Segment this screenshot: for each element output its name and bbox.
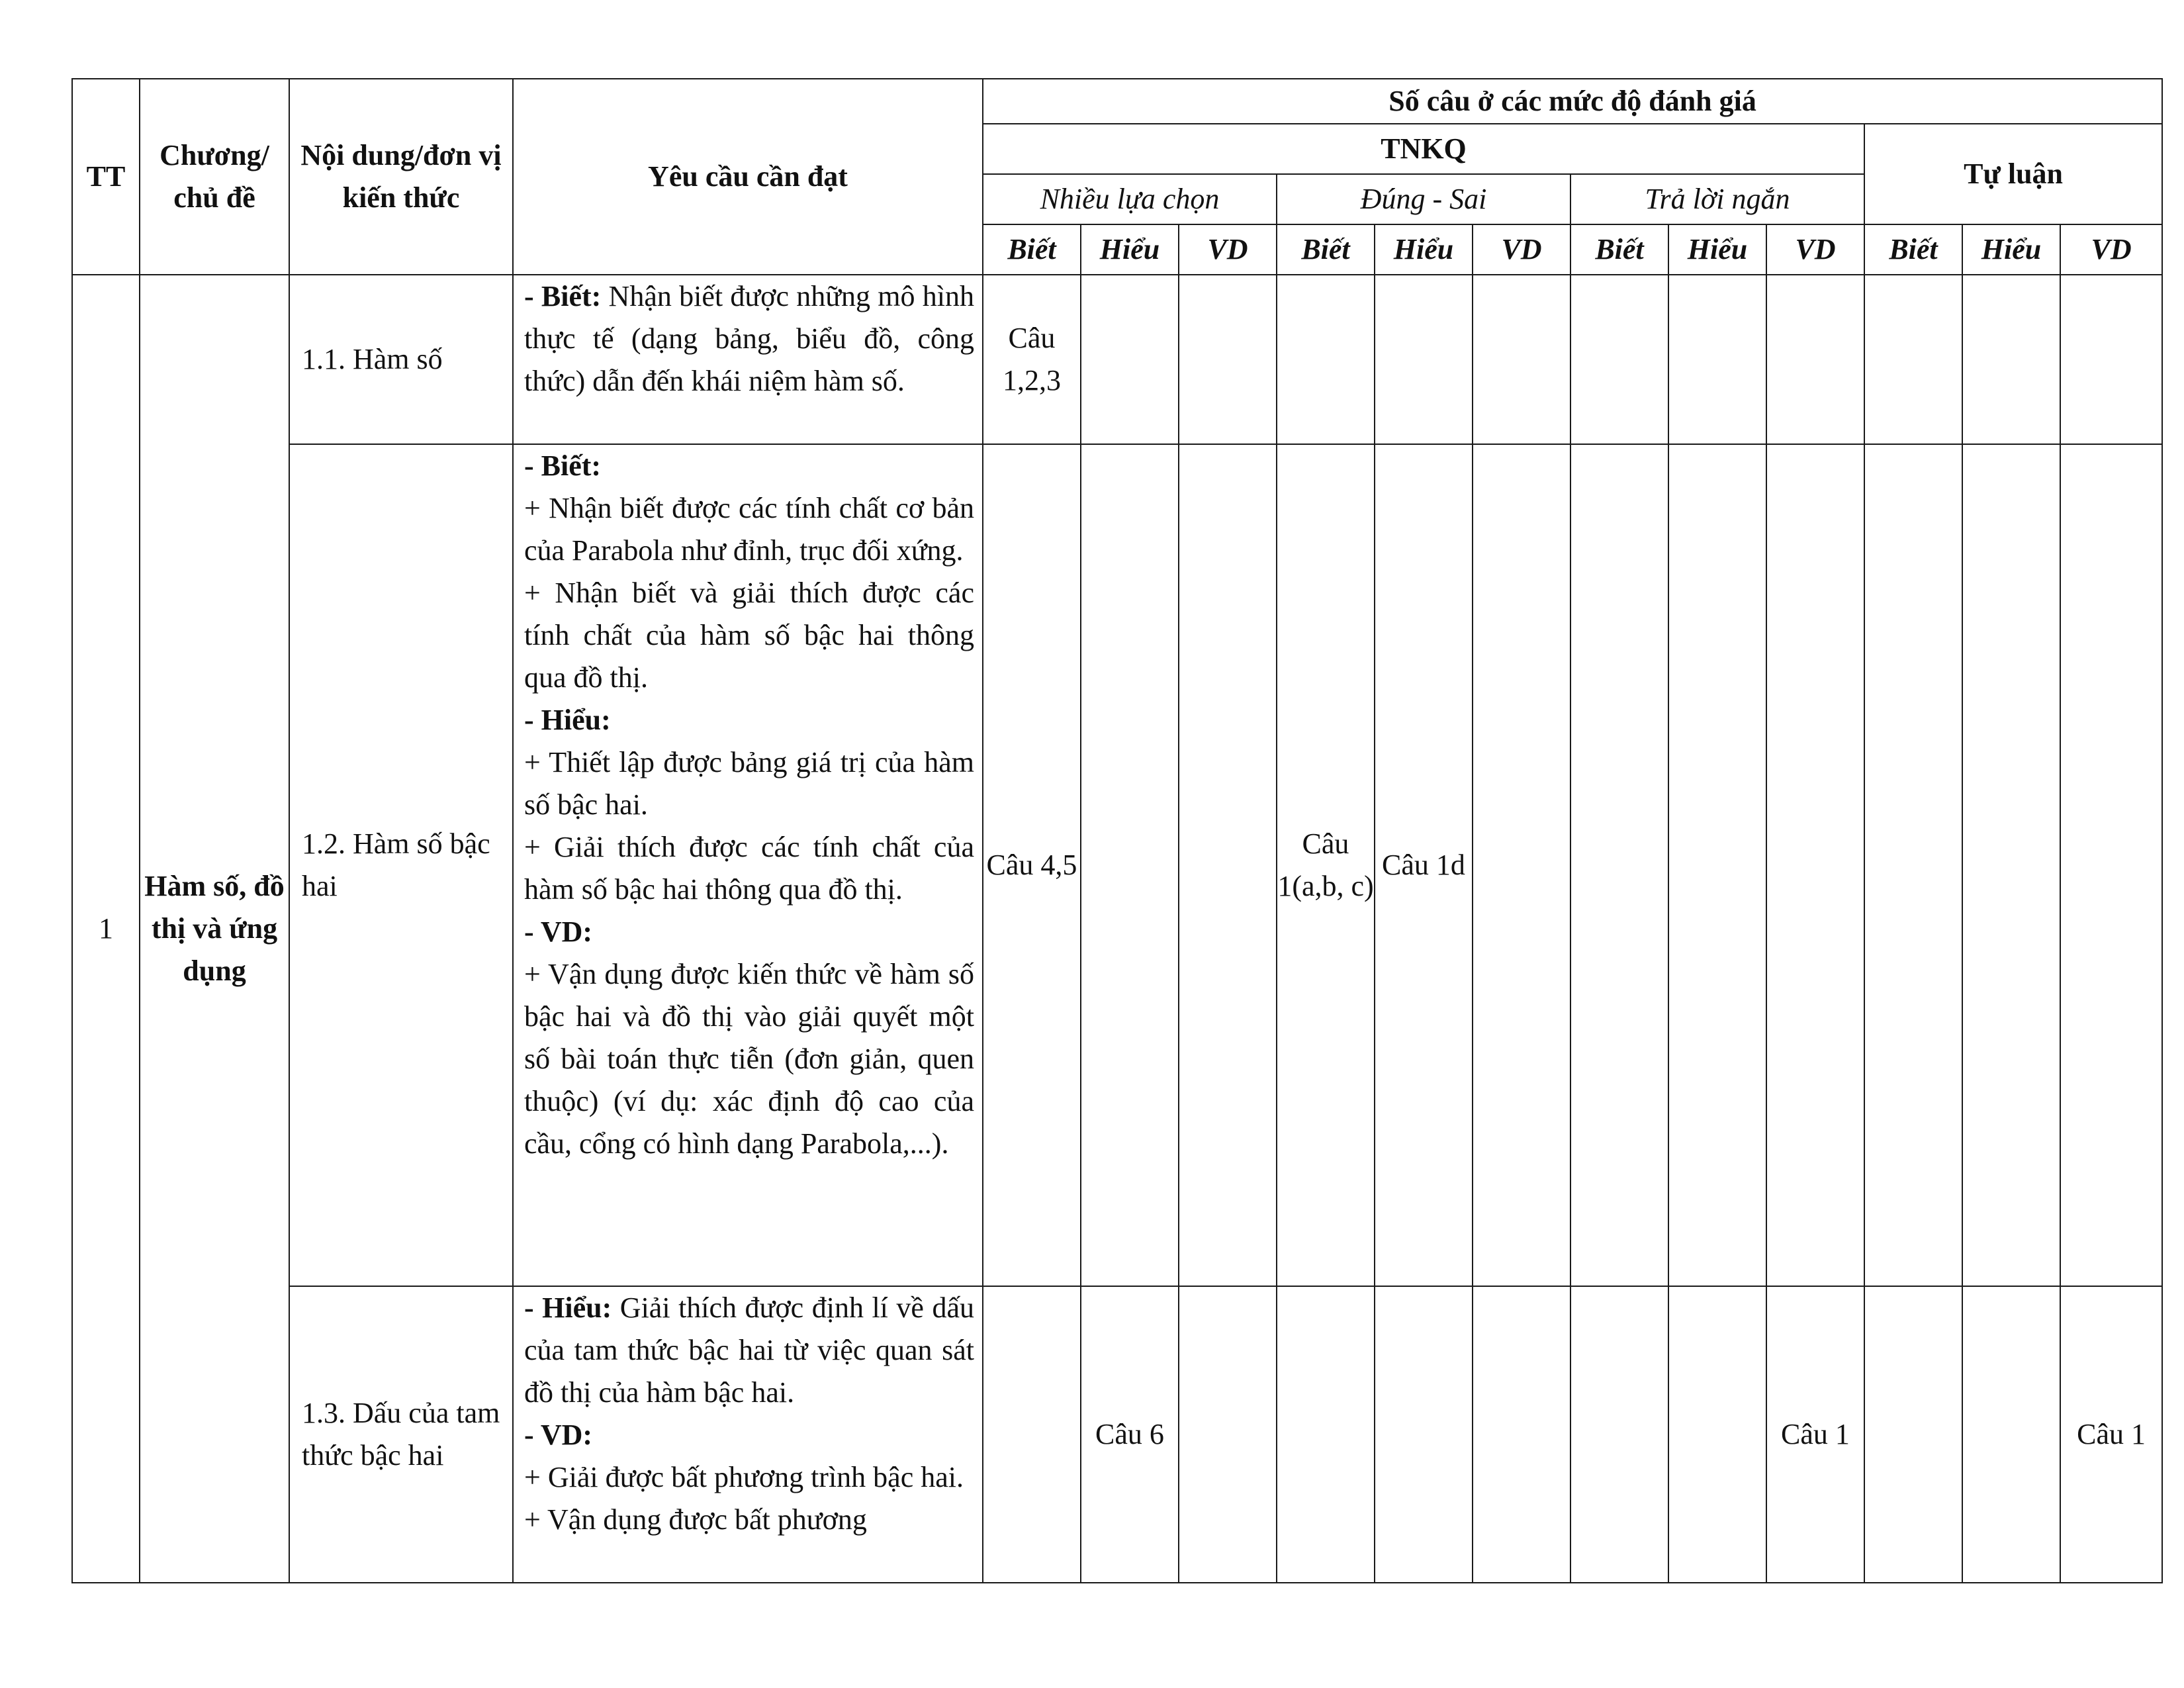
count-cell: Câu 6: [1081, 1286, 1179, 1583]
count-cell: [2060, 444, 2162, 1286]
count-cell: Câu 1(a,b, c): [1277, 444, 1375, 1286]
requirement-label: - Hiểu:: [524, 1291, 612, 1324]
requirement-label: - VD:: [524, 915, 593, 948]
count-cell: [1962, 1286, 2060, 1583]
count-cell: [2060, 275, 2162, 444]
level-header: Hiểu: [1962, 224, 2060, 275]
count-cell: [1179, 444, 1277, 1286]
requirement-line: [524, 1499, 974, 1541]
count-cell: [1277, 275, 1375, 444]
table-row: [72, 444, 2162, 1286]
count-cell: [1766, 275, 1864, 444]
level-header: Biết: [1277, 224, 1375, 275]
level-header: VD: [2060, 224, 2162, 275]
row-tt: 1: [72, 275, 140, 1583]
count-cell: [1081, 444, 1179, 1286]
count-cell: [1668, 275, 1766, 444]
count-cell: Câu 1: [2060, 1286, 2162, 1583]
requirement-line: [524, 826, 974, 911]
count-cell: Câu 4,5: [983, 444, 1081, 1286]
requirement-line: [524, 741, 974, 826]
requirement-content: + Vận dụng được kiến thức về hàm số bậc hai và đồ thị vào giải quyết một số bài toán thực tiễn (đơn giản, quen thuộc) (ví dụ: xác định độ cao của cầu, cổng có hình dạng Parabola,...).: [524, 958, 974, 1160]
requirement-line: [524, 572, 974, 699]
header-chapter: Chương/ chủ đề: [140, 79, 289, 275]
count-cell: [1179, 1286, 1277, 1583]
count-cell: [1668, 1286, 1766, 1583]
table-row: [72, 275, 2162, 444]
unit-name: 1.1. Hàm số: [289, 275, 513, 444]
count-cell: [1473, 1286, 1570, 1583]
chapter-name: Hàm số, đồ thị và ứng dụng: [140, 275, 289, 1583]
requirement-content: + Giải được bất phương trình bậc hai.: [524, 1461, 964, 1493]
requirement-content: + Nhận biết được các tính chất cơ bản của Parabola như đỉnh, trục đối xứng.: [524, 492, 974, 567]
level-header: Biết: [1570, 224, 1668, 275]
unit-name: 1.2. Hàm số bậc hai: [289, 444, 513, 1286]
level-header: Hiểu: [1668, 224, 1766, 275]
count-cell: Câu 1: [1766, 1286, 1864, 1583]
table-body: [72, 275, 2162, 1583]
count-cell: [983, 1286, 1081, 1583]
requirement-content: Giải thích được định lí về dấu của tam thức bậc hai từ việc quan sát đồ thị của hàm bậc hai.: [524, 1291, 974, 1409]
requirement-content: + Nhận biết và giải thích được các tính chất của hàm số bậc hai thông qua đồ thị.: [524, 577, 974, 694]
count-cell: [1864, 1286, 1962, 1583]
requirement-line: [524, 445, 974, 487]
requirement-line: [524, 911, 974, 953]
unit-name: 1.3. Dấu của tam thức bậc hai: [289, 1286, 513, 1583]
count-cell: [1570, 275, 1668, 444]
count-cell: [1570, 444, 1668, 1286]
level-header: Biết: [1864, 224, 1962, 275]
table-row: [72, 1286, 2162, 1583]
requirement-label: - Hiểu:: [524, 704, 611, 736]
count-cell: Câu 1,2,3: [983, 275, 1081, 444]
requirement-content: Nhận biết được những mô hình thực tế (dạng bảng, biểu đồ, công thức) dẫn đến khái niệm hàm số.: [524, 280, 974, 397]
level-header: Hiểu: [1375, 224, 1473, 275]
requirement-content: + Vận dụng được bất phương: [524, 1503, 867, 1536]
header-group-multiple-choice: Nhiều lựa chọn: [983, 174, 1277, 224]
count-cell: Câu 1d: [1375, 444, 1473, 1286]
count-cell: [1766, 444, 1864, 1286]
count-cell: [1473, 444, 1570, 1286]
requirement-text: [513, 275, 983, 444]
count-cell: [1375, 1286, 1473, 1583]
level-header: VD: [1766, 224, 1864, 275]
header-tnkq: TNKQ: [983, 124, 1864, 174]
requirement-line: [524, 1287, 974, 1414]
requirement-line: [524, 487, 974, 572]
count-cell: [1962, 275, 2060, 444]
header-levels-title: Số câu ở các mức độ đánh giá: [983, 79, 2162, 124]
requirement-line: [524, 699, 974, 741]
count-cell: [1081, 275, 1179, 444]
header-requirement: Yêu cầu cần đạt: [513, 79, 983, 275]
header-group-short-answer: Trả lời ngắn: [1570, 174, 1864, 224]
requirement-content: + Giải thích được các tính chất của hàm số bậc hai thông qua đồ thị.: [524, 831, 974, 906]
count-cell: [1277, 1286, 1375, 1583]
requirement-label: - Biết:: [524, 449, 602, 482]
requirement-line: [524, 275, 974, 402]
header-tt: TT: [72, 79, 140, 275]
level-header: VD: [1473, 224, 1570, 275]
header-group-true-false: Đúng - Sai: [1277, 174, 1570, 224]
header-essay: Tự luận: [1864, 124, 2162, 224]
count-cell: [1179, 275, 1277, 444]
level-header: VD: [1179, 224, 1277, 275]
requirement-label: - Biết:: [524, 280, 602, 312]
header-content: Nội dung/đơn vị kiến thức: [289, 79, 513, 275]
requirement-content: + Thiết lập được bảng giá trị của hàm số bậc hai.: [524, 746, 974, 821]
level-header: Hiểu: [1081, 224, 1179, 275]
specification-table: [71, 78, 2163, 1583]
count-cell: [1570, 1286, 1668, 1583]
requirement-text: [513, 1286, 983, 1583]
requirement-line: [524, 1456, 974, 1499]
requirement-line: [524, 1414, 974, 1456]
count-cell: [1864, 275, 1962, 444]
level-header: Biết: [983, 224, 1081, 275]
table-header: [72, 79, 2162, 275]
count-cell: [1668, 444, 1766, 1286]
requirement-label: - VD:: [524, 1419, 593, 1451]
count-cell: [1375, 275, 1473, 444]
count-cell: [1962, 444, 2060, 1286]
requirement-line: [524, 953, 974, 1165]
requirement-text: [513, 444, 983, 1286]
count-cell: [1473, 275, 1570, 444]
count-cell: [1864, 444, 1962, 1286]
